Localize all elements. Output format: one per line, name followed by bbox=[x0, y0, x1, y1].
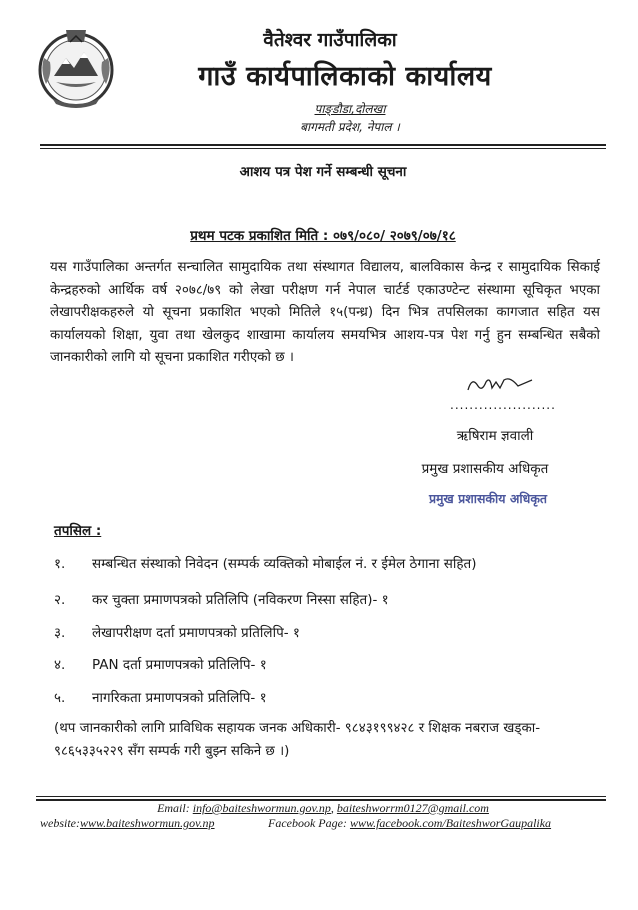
list-item-number: ४. bbox=[54, 657, 66, 673]
email-link-secondary[interactable]: baiteshworrm0127@gmail.com bbox=[336, 801, 489, 815]
website-link[interactable]: www.baiteshwormun.gov.np bbox=[80, 816, 215, 830]
email-label: Email: bbox=[157, 801, 193, 815]
list-item-number: २. bbox=[54, 592, 66, 608]
list-heading: तपसिल : bbox=[54, 523, 102, 539]
notice-body: यस गाउँपालिका अन्तर्गत सन्चालित सामुदायिक तथा संस्थागत विद्यालय, बालविकास केन्द्र र सामुदायिक सिकाई केन्द्रहरुको आर्थिक वर्ष २०७८/७९ को लेखा परीक्षण गर्न नेपाल चार्टर्ड एकाउण्टेन्ट संस्थामा सूचिकृत भएका लेखापरीक्षकहरुले यो सूचना प्रकाशित भएको मितिले १५(पन्ध्र) दिन भित्र तपसिलका कागजात सहित यस कार्यालयको शिक्षा, युवा तथा खेलकुद शाखामा कार्यालय समयभित्र आशय-पत्र पेश गर्नु हुन सम्बन्धित सबैको जानकारीको लागि यो सूचना प्रकाशित गरीएको छ । bbox=[50, 260, 600, 365]
website-label: website: bbox=[40, 816, 80, 830]
province-line: बागमती प्रदेश, नेपाल । bbox=[300, 120, 400, 134]
signatory-name: ऋषिराम ज्ञवाली bbox=[456, 428, 534, 444]
signature-line: ...................... bbox=[450, 398, 556, 412]
list-item-number: ५. bbox=[54, 690, 66, 706]
footer-email-line bbox=[40, 801, 606, 816]
list-item-number: ३. bbox=[54, 625, 66, 641]
notice-subject: आशय पत्र पेश गर्ने सम्बन्धी सूचना bbox=[239, 164, 407, 180]
footer-web-line bbox=[40, 816, 606, 831]
facebook-group bbox=[268, 816, 551, 831]
contact-note: (थप जानकारीको लागि प्राविधिक सहायक जनक अधिकारी- ९८४३१९९४२८ र शिक्षक नबराज खड्का- ९८६५३३५२२९ सँग सम्पर्क गरी बुझ्न सकिने छ ।) bbox=[54, 721, 541, 759]
signatory-title: प्रमुख प्रशासकीय अधिकृत bbox=[421, 461, 549, 477]
address-line: पाङ्डौडा,दोलखा bbox=[314, 102, 386, 116]
list-item-number: १. bbox=[54, 556, 66, 572]
list-item-text: PAN दर्ता प्रमाणपत्रको प्रतिलिपि- १ bbox=[92, 657, 267, 673]
signature-icon bbox=[462, 372, 542, 396]
list-item-text: सम्बन्धित संस्थाको निवेदन (सम्पर्क व्यक्तिको मोबाईल नं. र ईमेल ठेगाना सहित) bbox=[92, 556, 477, 572]
nepal-emblem-icon bbox=[32, 24, 120, 112]
header-divider bbox=[40, 144, 606, 149]
facebook-label: Facebook Page: bbox=[268, 816, 350, 830]
official-stamp: प्रमुख प्रशासकीय अधिकृत bbox=[428, 491, 548, 506]
email-separator: , bbox=[330, 801, 337, 815]
list-item-text: नागरिकता प्रमाणपत्रको प्रतिलिपि- १ bbox=[92, 690, 267, 706]
list-item-text: लेखापरीक्षण दर्ता प्रमाणपत्रको प्रतिलिपि- १ bbox=[92, 625, 300, 641]
email-link-primary[interactable]: info@baiteshwormun.gov.np bbox=[192, 801, 331, 815]
publication-date: प्रथम पटक प्रकाशित मिति : ०७९/०८०/ २०७९/०७/१८ bbox=[190, 228, 456, 244]
facebook-link[interactable]: www.facebook.com/BaiteshworGaupalika bbox=[349, 816, 552, 830]
list-item-text: कर चुक्ता प्रमाणपत्रको प्रतिलिपि (नविकरण निस्सा सहित)- १ bbox=[92, 592, 389, 608]
office-name: गाउँ कार्यपालिकाको कार्यालय bbox=[198, 61, 492, 92]
municipality-name: वैतेश्वर गाउँपालिका bbox=[263, 29, 397, 51]
